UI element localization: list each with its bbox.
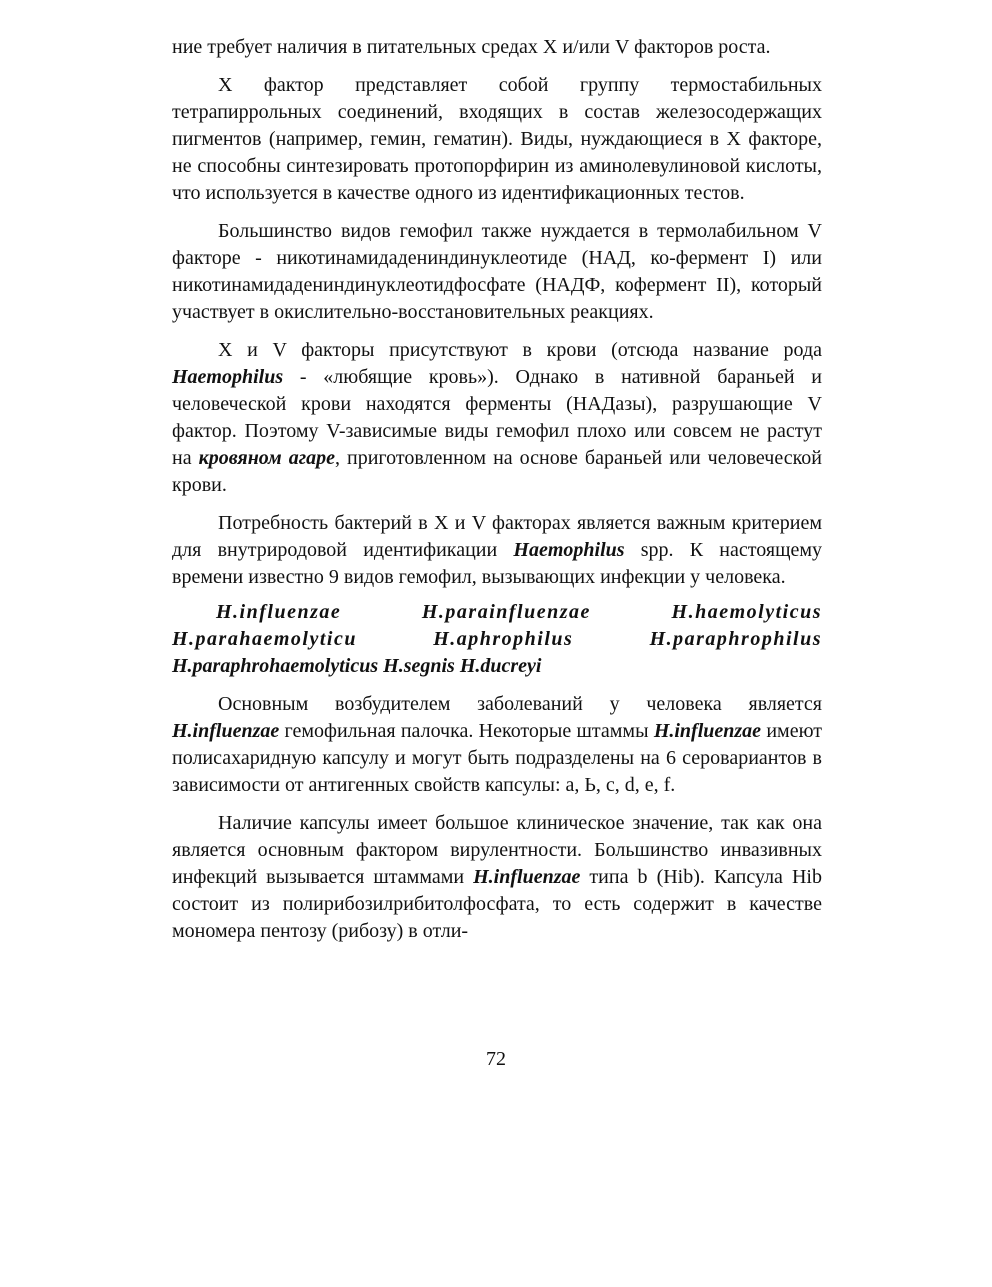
text-run: X и V факторы присутствуют в крови (отсюда название рода [218,339,822,361]
species-name: H.paraphrohaemolyticus [172,655,379,677]
page-body-text [172,34,822,945]
species-row [172,653,822,680]
paragraph-continuation: ние требует наличия в питательных средах X и/или V факторов роста. [172,36,771,58]
species-name: H.influenzae [216,601,342,623]
text-run: имеют полисахаридную капсулу и могут быть подразделены на 6 серовариантов в зависимости от антигенных свойств капсулы: a, Ь, c, d, e, f. [172,720,822,796]
species-name: H.parainfluenzae [421,601,591,623]
species-emphasis: H.influenzae [653,720,762,742]
species-name: H.aphrophilus [433,628,574,650]
species-name: H.parahaemolyticu [172,628,357,650]
text-run: Наличие капсулы имеет большое клиническое значение, так как она является основным фактором вирулентности. Большинство инвазивных инфекций вызывается штаммами [172,812,822,888]
species-emphasis: H.influenzae [473,866,581,888]
text-run: , приготовленном на основе бараньей или человеческой крови. [172,447,822,496]
genus-name-emphasis: Haemophilus [513,539,625,561]
species-row [172,626,822,653]
paragraph-identification [172,510,822,591]
species-name: H.ducreyi [459,655,542,677]
text-run: spp. К настоящему времени известно 9 видов гемофил, вызывающих инфекции у человека. [172,539,822,588]
text-run: Основным возбудителем заболеваний у человека является [218,693,822,715]
paragraph-capsule [172,810,822,945]
paragraph-main-pathogen [172,691,822,799]
paragraph-x-factor: X фактор представляет собой группу термостабильных тетрапиррольных соединений, входящих в состав железосодержащих пигментов (например, гемин, гематин). Виды, нуждающиеся в X факторе, не способны синтезировать протопорфирин из аминолевулиновой кислоты, что используется в качестве одного из идентификационных тестов. [172,74,822,204]
text-run: гемофильная палочка. Некоторые штаммы [279,720,654,742]
text-run: - «любящие кровь»). Однако в нативной бараньей и человеческой крови находятся ферменты (НАДазы), разрушающие V фактор. Поэтому V-зависимые виды гемофил плохо или совсем не растут на [172,366,822,469]
text-run: типа b (Hib). Капсула Hib состоит из полирибозилрибитолфосфата, то есть содержит в качестве мономера пентозу (рибозу) в отли- [172,866,822,942]
species-emphasis: H.influenzae [172,720,280,742]
paragraph-blood-factors [172,337,822,499]
species-name: H.paraphrophilus [649,628,822,650]
page-number: 72 [486,1048,506,1070]
genus-name-emphasis: Haemophilus [172,366,284,388]
species-name: H.haemolyticus [671,601,822,623]
paragraph-v-factor: Большинство видов гемофил также нуждается в термолабильном V факторе - никотинамидадениндинуклеотиде (НАД, ко-фермент I) или никотинамидадениндинуклеотидфосфате (НАДФ, кофермент II), который участвует в окислительно-восстановительных реакциях. [172,220,822,323]
text-run: Потребность бактерий в X и V факторах является важным критерием для внутриродовой идентификации [172,512,822,561]
species-name: H.segnis [383,655,455,677]
species-list [172,599,822,680]
blood-agar-emphasis: кровяном агаре [198,447,336,469]
species-row [172,599,822,626]
